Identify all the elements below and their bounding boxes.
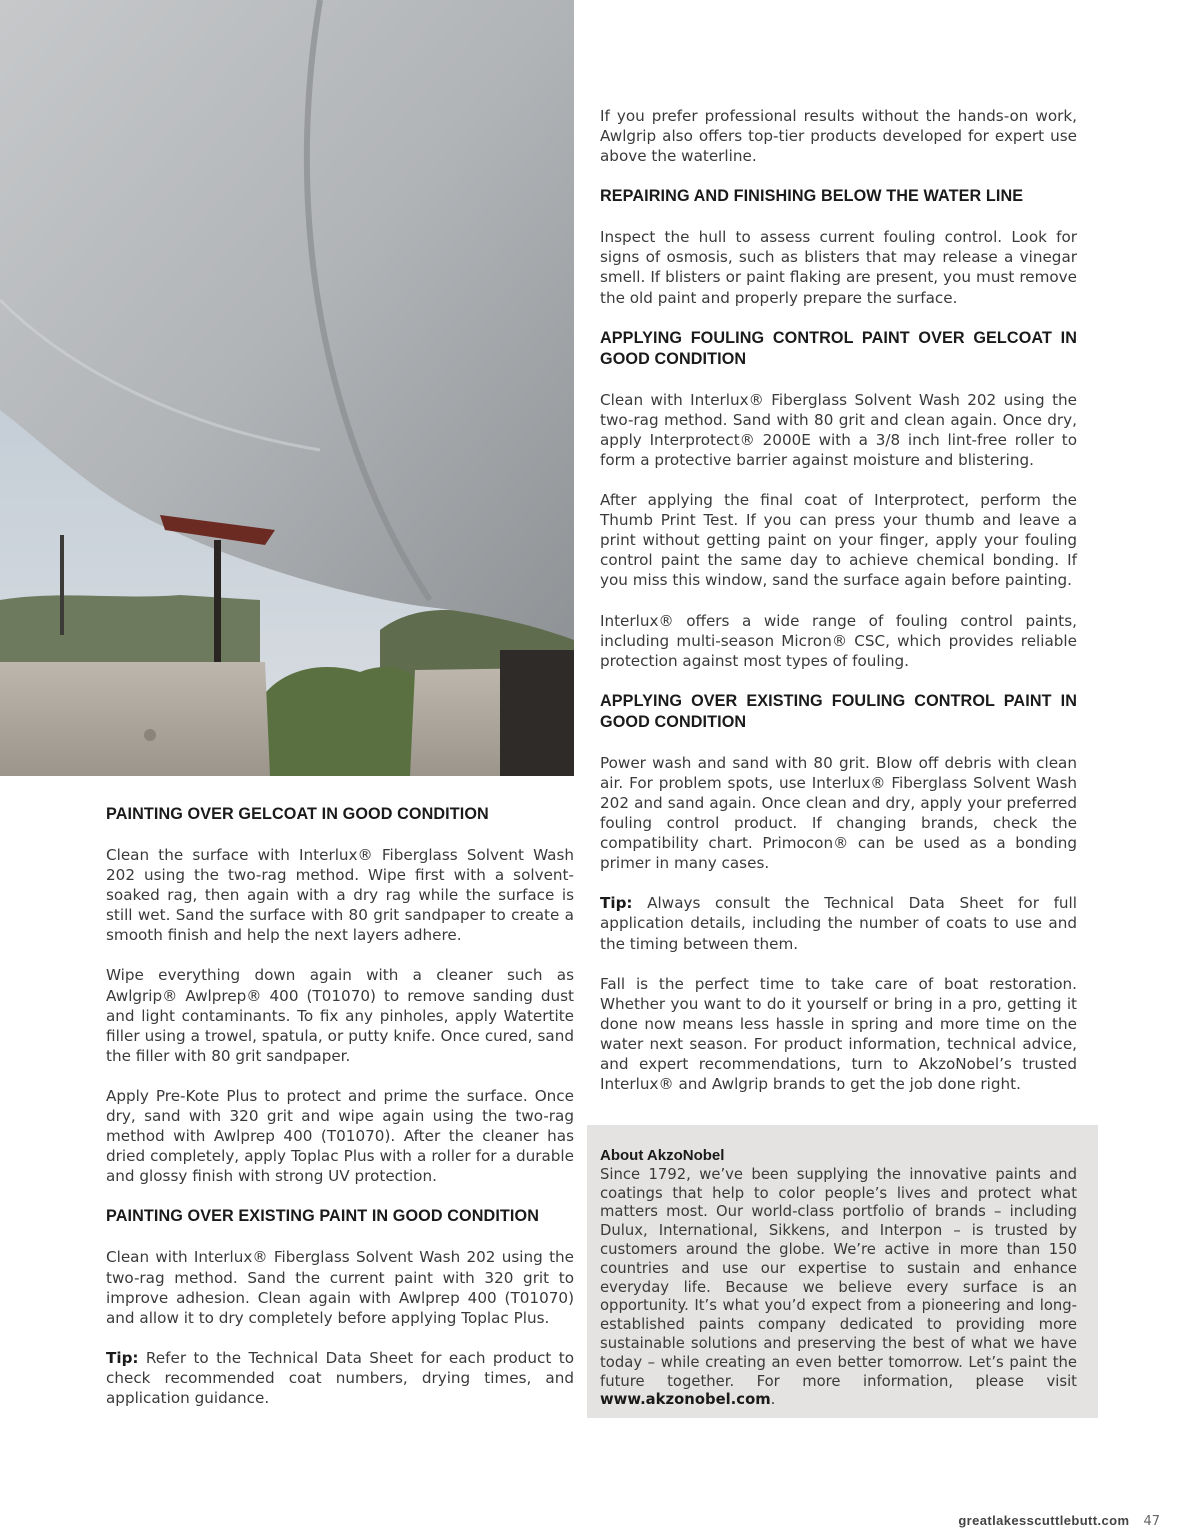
heading-painting-over-existing-paint: PAINTING OVER EXISTING PAINT IN GOOD CONDITION [106, 1207, 539, 1226]
paragraph: Interlux® offers a wide range of fouling control paints, including multi-season Micron® CSC, which provides reliable protection against most types of fouling. [600, 611, 1077, 670]
paragraph: Inspect the hull to assess current fouling control. Look for signs of osmosis, such as blisters that may release a vinegar smell. If blisters or paint flaking are present, you must remove the old paint and properly prepare the surface. [600, 228, 1077, 307]
footer-site: greatlakesscuttlebutt.com [958, 1513, 1130, 1528]
heading-over-existing-fouling-paint: APPLYING OVER EXISTING FOULING CONTROL PAINT IN GOOD CONDITION [600, 691, 1077, 731]
about-title: About AkzoNobel [600, 1147, 725, 1164]
tip-label: Tip: [600, 894, 633, 913]
about-end: . [770, 1391, 776, 1409]
boat-hull-photo-icon [0, 0, 574, 776]
paragraph: Clean with Interlux® Fiberglass Solvent Wash 202 using the two-rag method. Sand with 80 grit and clean again. Once dry, apply Interprotect® 2000E with a 3/8 inch lint-free roller to form a protective barrier against moisture and blistering. [600, 390, 1077, 469]
paragraph: After applying the final coat of Interprotect, perform the Thumb Print Test. If you can press your thumb and leave a print without getting paint on your finger, apply your fouling control paint the same day to achieve chemical bonding. If you miss this window, sand the surface again before painting. [600, 491, 1077, 590]
paragraph: Power wash and sand with 80 grit. Blow off debris with clean air. For problem spots, use Interlux® Fiberglass Solvent Wash 202 and sand again. Once clean and dry, apply your preferred fouling control product. If changing brands, check the compatibility chart. Primocon® can be used as a bonding primer in many cases. [600, 753, 1077, 873]
page-number: 47 [1143, 1514, 1160, 1529]
heading-painting-over-gelcoat: PAINTING OVER GELCOAT IN GOOD CONDITION [106, 805, 489, 823]
closing-paragraph: Fall is the perfect time to take care of boat restoration. Whether you want to do it yourself or bring in a pro, getting it done now means less hassle in spring and more time on the water next season. For product information, technical advice, and expert recommendations, turn to AkzoNobel’s trusted Interlux® and Awlgrip brands to get the job done right. [600, 974, 1077, 1094]
hull-photo [0, 0, 574, 776]
paragraph: Apply Pre-Kote Plus to protect and prime the surface. Once dry, sand with 320 grit and wipe again using the two-rag method with Awlprep 400 (T01070). After the cleaner has dried completely, apply Toplac Plus with a roller for a durable and glossy finish with strong UV protection. [106, 1086, 574, 1186]
akzonobel-link[interactable]: www.akzonobel.com [600, 1391, 771, 1409]
tip-text: Always consult the Technical Data Sheet for full application details, including the number of coats to use and the timing between them. [600, 894, 1077, 953]
about-text [600, 1166, 1077, 1410]
tip-paragraph [600, 893, 1077, 953]
tip-label: Tip: [106, 1348, 139, 1367]
about-body: Since 1792, we’ve been supplying the innovative paints and coatings that help to color people’s lives and protect what matters most. Our world-class portfolio of brands – including Dulux, International, Sikkens, and Interpon – is trusted by customers around the globe. We’re active in more than 150 countries and use our expertise to sustain and enhance everyday life. Because we believe every surface is an opportunity. It’s what you’d expect from a pioneering and long-established paints company dedicated to providing more sustainable solutions and preserving the best of what we have today – while creating an even better tomorrow. Let’s paint the future together. For more information, please visit [600, 1165, 1077, 1390]
paragraph: Wipe everything down again with a cleaner such as Awlgrip® Awlprep® 400 (T01070) to remove sanding dust and light contaminants. To fix any pinholes, apply Watertite filler using a trowel, spatula, or putty knife. Once cured, sand the filler with 80 grit sandpaper. [106, 966, 574, 1065]
right-column [600, 106, 1077, 1114]
heading-repairing-below-waterline: REPAIRING AND FINISHING BELOW THE WATER LINE [600, 187, 1024, 206]
paragraph: Clean with Interlux® Fiberglass Solvent Wash 202 using the two-rag method. Sand the current paint with 320 grit to improve adhesion. Clean again with Awlprep 400 (T01070) and allow it to dry completely before applying Toplac Plus. [106, 1248, 574, 1327]
page-footer [958, 1513, 1160, 1529]
intro-paragraph: If you prefer professional results without the hands-on work, Awlgrip also offers top-tier products developed for expert use above the waterline. [600, 107, 1077, 166]
tip-paragraph [106, 1348, 574, 1408]
about-akzonobel-box [587, 1125, 1098, 1418]
heading-fouling-over-gelcoat: APPLYING FOULING CONTROL PAINT OVER GELCOAT IN GOOD CONDITION [600, 328, 1077, 368]
tip-text: Refer to the Technical Data Sheet for each product to check recommended coat numbers, drying times, and application guidance. [106, 1348, 574, 1407]
left-column [106, 804, 574, 1428]
paragraph: Clean the surface with Interlux® Fiberglass Solvent Wash 202 using the two-rag method. Wipe first with a solvent-soaked rag, then again with a dry rag while the surface is still wet. Sand the surface with 80 grit sandpaper to create a smooth finish and help the next layers adhere. [106, 846, 574, 945]
